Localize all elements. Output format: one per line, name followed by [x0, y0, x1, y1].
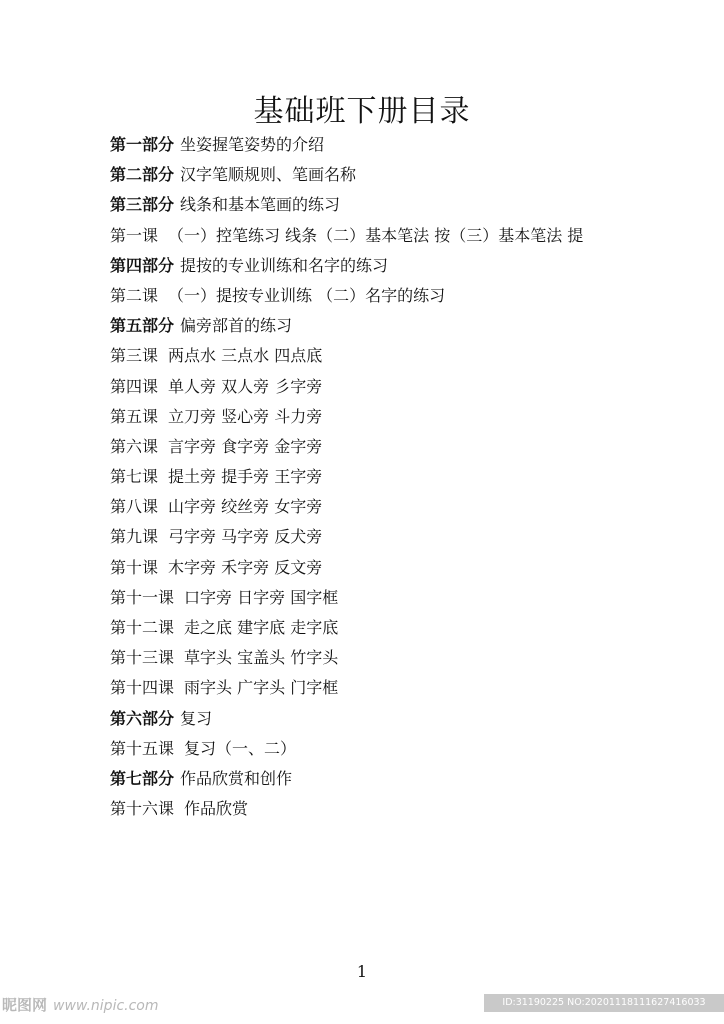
- toc-part-entry: [110, 311, 690, 341]
- toc-entry-label: 第四部分: [110, 255, 175, 275]
- toc-entry-label: 第十课: [110, 557, 159, 577]
- toc-part-entry: [110, 764, 690, 794]
- toc-entry-text: 提按的专业训练和名字的练习: [180, 255, 389, 275]
- toc-entry-label: 第九课: [110, 527, 159, 547]
- toc-entry-label: 第十二课: [110, 618, 175, 637]
- toc-entry-label: 第十一课: [110, 587, 175, 607]
- toc-lesson-entry: [110, 221, 690, 251]
- toc-entry-label: 第七课: [110, 467, 159, 487]
- toc-entry-label: 第四课: [110, 376, 159, 396]
- toc-lesson-entry: [110, 673, 690, 703]
- toc-entry-text: 坐姿握笔姿势的介绍: [180, 135, 325, 154]
- toc-entry-text: 草字头 宝盖头 竹字头: [184, 648, 339, 668]
- watermark-logo: [2, 994, 159, 1015]
- toc-entry-label: 第五课: [110, 406, 159, 426]
- toc-entry-text: 立刀旁 竖心旁 斗力旁: [168, 406, 323, 426]
- toc-entry-text: 单人旁 双人旁 彡字旁: [168, 376, 323, 396]
- page-title: 基础班下册目录: [253, 94, 471, 129]
- toc-entry-text: 言字旁 食字旁 金字旁: [168, 436, 323, 456]
- toc-entry-label: 第十四课: [110, 678, 175, 698]
- toc-lesson-entry: [110, 281, 690, 311]
- toc-entry-label: 第八课: [110, 497, 159, 517]
- toc-lesson-entry: [110, 553, 690, 583]
- toc-entry-label: 第六课: [110, 436, 159, 456]
- toc-entry-label: 第十五课: [110, 738, 175, 758]
- toc-entry-text: 汉字笔顺规则、笔画名称: [180, 165, 357, 185]
- toc-entry-label: 第十六课: [110, 799, 175, 819]
- toc-lesson-entry: [110, 643, 690, 673]
- toc-entry-label: 第三部分: [110, 195, 175, 215]
- toc-entry-text: 线条和基本笔画的练习: [180, 195, 341, 215]
- toc-entry-label: 第十三课: [110, 648, 175, 668]
- toc-entry-text: 弓字旁 马字旁 反犬旁: [168, 527, 323, 547]
- toc-part-entry: [110, 704, 690, 734]
- toc-entry-label: 第七部分: [110, 768, 175, 788]
- toc-entry-text: 作品欣赏: [184, 799, 249, 819]
- toc-entry-text: （一）控笔练习 线条（二）基本笔法 按（三）基本笔法 提: [168, 225, 584, 245]
- toc-lesson-entry: [110, 462, 690, 492]
- toc-lesson-entry: [110, 402, 690, 432]
- toc-entry-text: （一）提按专业训练 （二）名字的练习: [168, 285, 446, 305]
- table-of-contents: [110, 130, 690, 824]
- toc-entry-text: 两点水 三点水 四点底: [168, 346, 323, 366]
- toc-entry-text: 口字旁 日字旁 国字框: [184, 587, 339, 607]
- watermark-id-badge: ID:31190225 NO:20201118111627416033: [484, 994, 724, 1012]
- toc-entry-label: 第五部分: [110, 316, 175, 336]
- toc-entry-label: 第六部分: [110, 708, 175, 728]
- toc-entry-label: 第二部分: [110, 165, 175, 185]
- toc-entry-text: 复习: [180, 708, 213, 728]
- toc-entry-text: 提土旁 提手旁 王字旁: [168, 467, 323, 487]
- toc-lesson-entry: [110, 492, 690, 522]
- toc-entry-label: 第一课: [110, 225, 159, 245]
- toc-lesson-entry: [110, 734, 690, 764]
- toc-entry-label: 第二课: [110, 285, 159, 305]
- toc-part-entry: [110, 190, 690, 220]
- toc-part-entry: [110, 130, 690, 160]
- toc-lesson-entry: [110, 432, 690, 462]
- toc-entry-label: 第一部分: [110, 135, 175, 154]
- toc-entry-text: 木字旁 禾字旁 反文旁: [168, 557, 323, 577]
- toc-lesson-entry: [110, 794, 690, 824]
- toc-entry-text: 山字旁 绞丝旁 女字旁: [168, 497, 323, 517]
- toc-entry-label: 第三课: [110, 346, 159, 366]
- toc-entry-text: 雨字头 广字头 门字框: [184, 678, 339, 698]
- toc-entry-text: 作品欣赏和创作: [180, 768, 293, 788]
- page-number: 1: [356, 962, 368, 981]
- watermark-site: www.nipic.com: [53, 998, 159, 1014]
- toc-entry-text: 复习（一、二）: [184, 738, 297, 758]
- toc-part-entry: [110, 251, 690, 281]
- watermark-logo-text: 昵图网: [2, 996, 48, 1014]
- toc-entry-text: 偏旁部首的练习: [180, 316, 293, 336]
- toc-lesson-entry: [110, 341, 690, 371]
- toc-lesson-entry: [110, 583, 690, 613]
- toc-lesson-entry: [110, 522, 690, 552]
- toc-part-entry: [110, 160, 690, 190]
- toc-lesson-entry: [110, 613, 690, 643]
- toc-entry-text: 走之底 建字底 走字底: [184, 618, 339, 637]
- toc-lesson-entry: [110, 372, 690, 402]
